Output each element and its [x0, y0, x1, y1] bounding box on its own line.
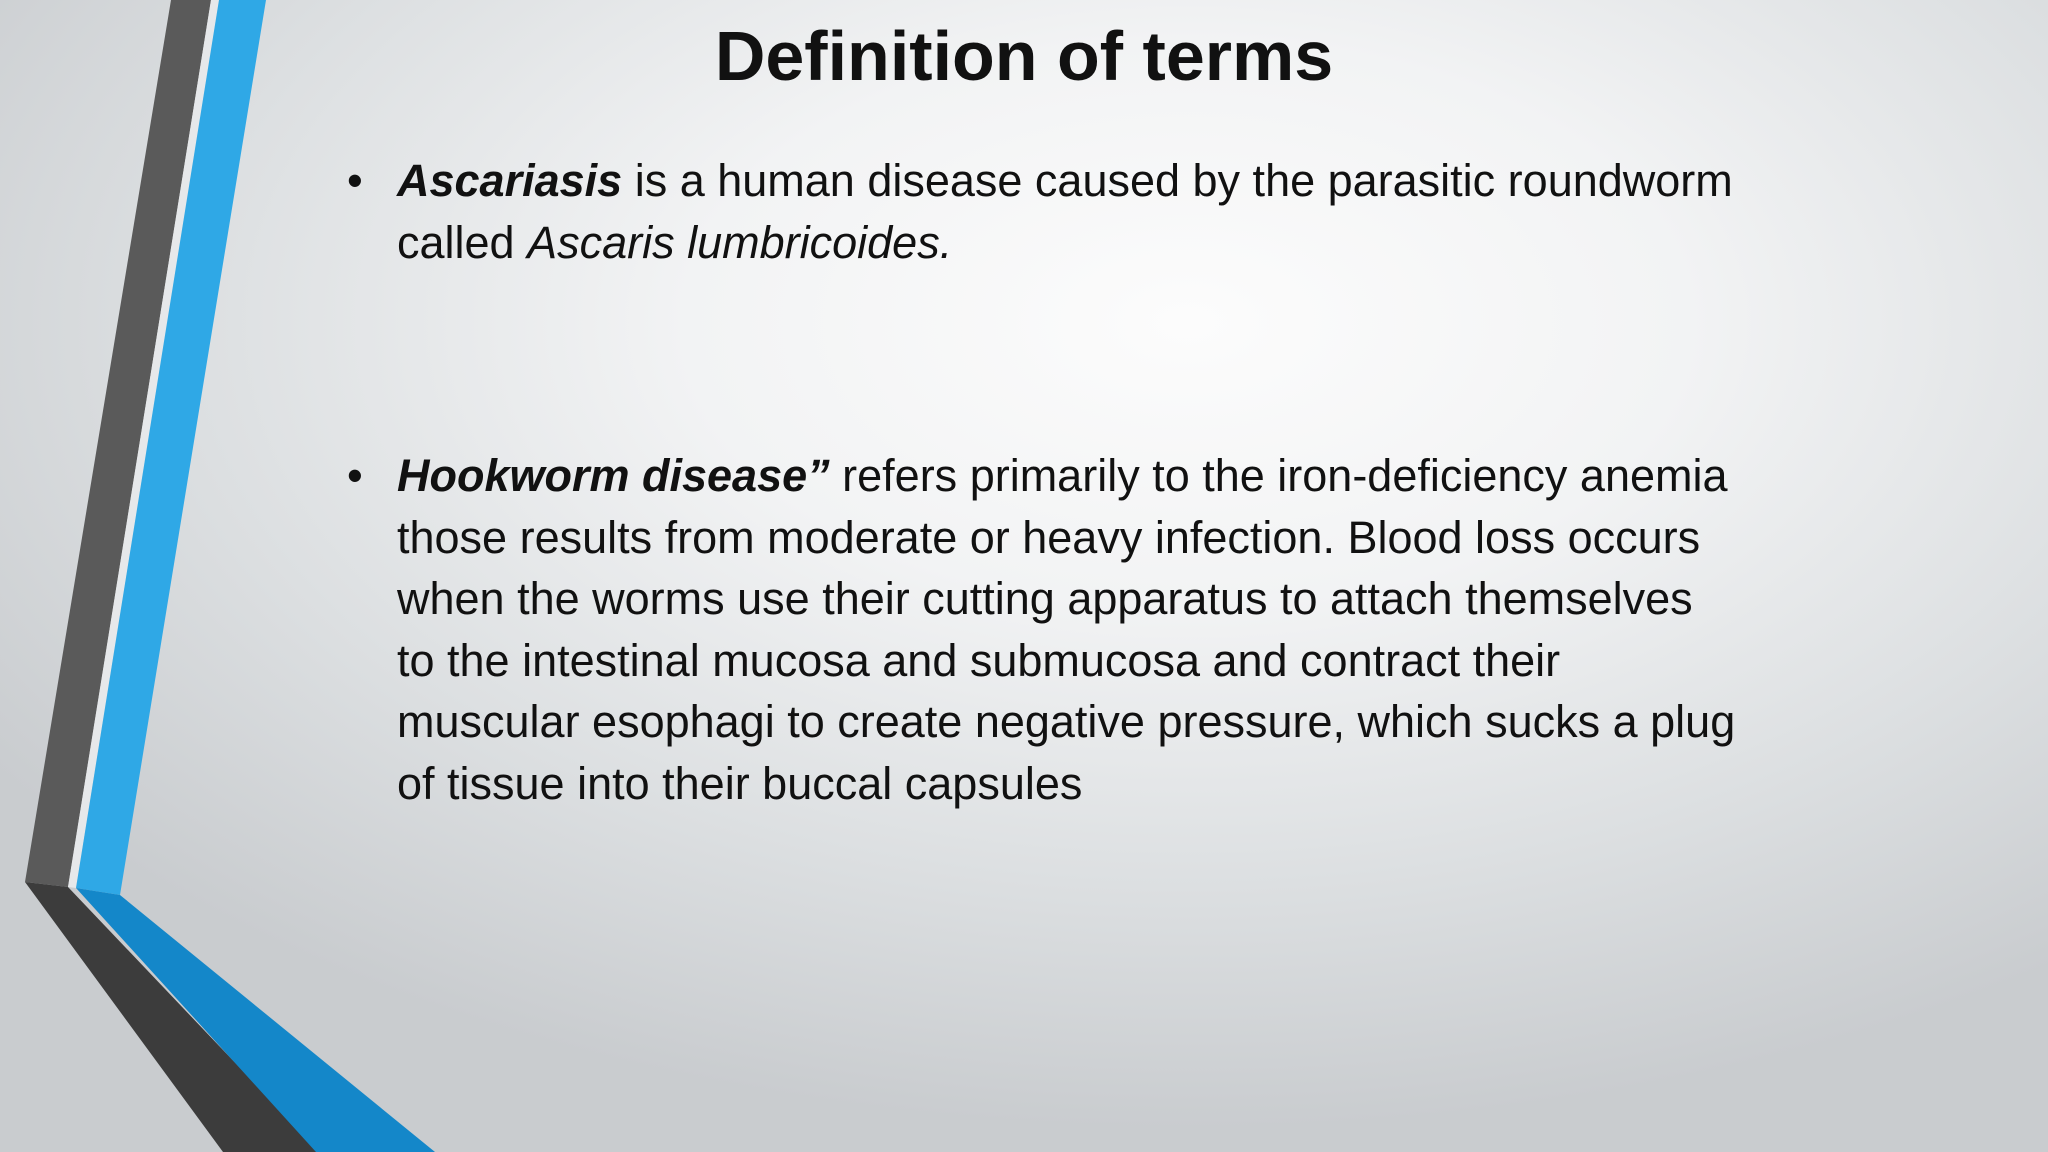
- slide-title: Definition of terms: [714, 17, 1334, 95]
- light-gap-line: [68, 0, 219, 888]
- bullet-ascariasis: [397, 150, 1737, 273]
- definition-ascariasis: is a human disease caused by the parasitic roundworm called: [397, 155, 1733, 268]
- definition-hookworm: refers primarily to the iron-deficiency anemia those results from moderate or heavy infection. Blood loss occurs when the worms use their cutting apparatus to attach themselves to the intestinal mucosa and submucosa and contract their muscular esophagi to create negative pressure, which sucks a plug of tissue into their buccal capsules: [397, 450, 1736, 809]
- gray-stripe-lower: [25, 882, 320, 1152]
- bullet-list: [397, 150, 1737, 814]
- bullet-hookworm: [397, 445, 1737, 814]
- scientific-name: Ascaris lumbricoides.: [527, 216, 953, 268]
- term-hookworm: Hookworm disease”: [397, 450, 830, 501]
- term-ascariasis: Ascariasis: [397, 155, 623, 206]
